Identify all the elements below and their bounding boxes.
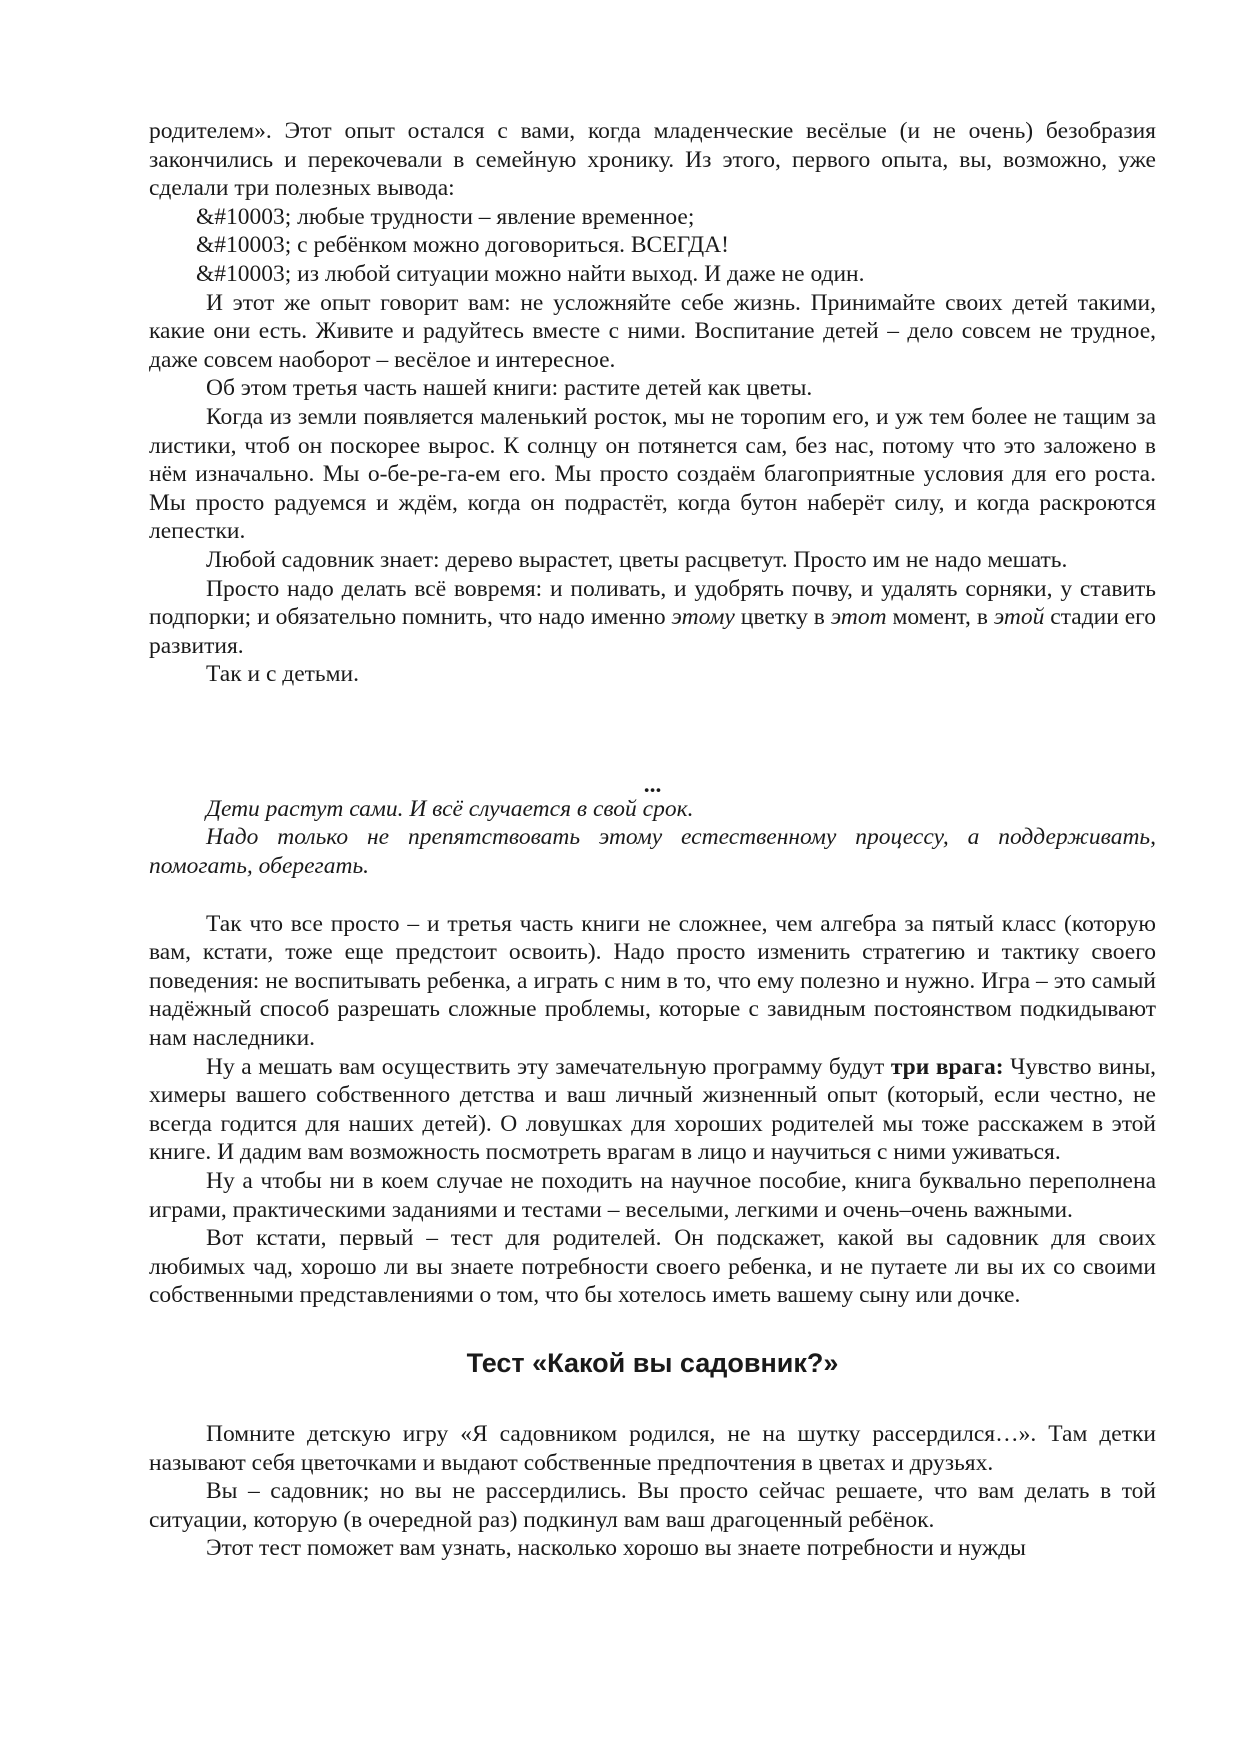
paragraph [149,1053,1156,1167]
spacer [149,881,1156,910]
paragraph-text: цветку в [734,604,831,631]
paragraph-text: стадии его развития. [149,604,1156,659]
italic-quote: Дети растут сами. И всё случается в свой срок. [206,795,694,822]
emphasis-text: этой [993,604,1045,631]
paragraph: Так и с детьми. [206,661,359,688]
document-page [149,117,1156,1563]
italic-quote: Надо только не препятствовать этому естественному процессу, а поддерживать, помогать, оберегать. [149,824,1156,880]
paragraph-text: Просто надо делать всё вовремя: и поливать, и удобрять почву, и удалять сорняки, у ставить подпорки; и обязательно помнить, что надо именно [149,575,1156,631]
paragraph-text: Чувство вины, химеры вашего собственного детства и ваш личный жизненный опыт (который, если честно, не всегда годится для наших детей). О ловушках для хороших родителей мы тоже расскажем в этой книге. И дадим вам возможность посмотреть врагам в лицо и научиться с ними уживаться. [149,1053,1156,1166]
paragraph: Вот кстати, первый – тест для родителей. Он подскажет, какой вы садовник для своих любимых чад, хорошо ли вы знаете потребности своего ребенка, и не путаете ли вы их со своими собственными представлениями о том, что бы хотелось иметь вашему сыну или дочке. [149,1225,1156,1309]
paragraph-text: момент, в [886,604,994,631]
paragraph: Помните детскую игру «Я садовником родился, не на шутку рассердился…». Там детки называют себя цветочками и выдают собственные предпочтения в цветах и друзьях. [149,1420,1156,1476]
paragraph: Об этом третья часть нашей книги: растите детей как цветы. [206,375,813,402]
paragraph: родителем». Этот опыт остался с вами, когда младенческие весёлые (и не очень) безобразия закончились и перекочевали в семейную хронику. Из этого, первого опыта, вы, возможно, уже сделали три полезных вывода: [149,118,1156,202]
paragraph [149,575,1156,661]
checklist-item: &#10003; с ребёнком можно договориться. ВСЕГДА! [196,232,729,259]
paragraph: Вы – садовник; но вы не рассердились. Вы просто сейчас решаете, что вам делать в той ситуации, которую (в очередной раз) подкинул вам ваш драгоценный ребёнок. [149,1478,1156,1533]
section-separator: ... [643,771,662,798]
checklist-item: &#10003; любые трудности – явление временное; [196,203,695,230]
paragraph: Так что все просто – и третья часть книги не сложнее, чем алгебра за пятый класс (которую вам, кстати, тоже еще предстоит освоить). Надо просто изменить стратегию и тактику своего поведения: не воспитывать ребенка, а играть с ним в то, что ему полезно и нужно. Игра – это самый надёжный способ разрешать сложные проблемы, которые с завидным постоянством подкидывают нам наследники. [149,910,1156,1052]
paragraph-text: Ну а мешать вам осуществить эту замечательную программу будут [206,1053,891,1080]
paragraph: И этот же опыт говорит вам: не усложняйте себе жизнь. Принимайте своих детей такими, какие они есть. Живите и радуйтесь вместе с ними. Воспитание детей – дело совсем не трудное, даже совсем наоборот – весёлое и интересное. [149,289,1156,373]
checklist-item: &#10003; из любой ситуации можно найти выход. И даже не один. [196,260,865,287]
paragraph: Любой садовник знает: дерево вырастет, цветы расцветут. Просто им не надо мешать. [206,546,1068,573]
paragraph: Этот тест поможет вам узнать, насколько хорошо вы знаете потребности и нужды [206,1535,1026,1562]
emphasis-text: этот [830,604,887,631]
section-heading: Тест «Какой вы садовник?» [466,1347,839,1378]
bold-text: три врага: [890,1053,1004,1080]
paragraph: Когда из земли появляется маленький росток, мы не торопим его, и уж тем более не тащим за листики, чтоб он поскорее вырос. К солнцу он потянется сам, без нас, потому что это заложено в нём изначально. Мы о-бе-ре-га-ем его. Мы просто создаём благоприятные условия для его роста. Мы просто радуемся и ждём, когда он подрастёт, когда бутон наберёт силу, и когда раскроются лепестки. [149,403,1156,545]
paragraph: Ну а чтобы ни в коем случае не походить на научное пособие, книга буквально переполнена играми, практическими заданиями и тестами – веселыми, легкими и очень–очень важными. [149,1168,1156,1223]
emphasis-text: этому [671,604,735,631]
spacer [149,689,1156,775]
